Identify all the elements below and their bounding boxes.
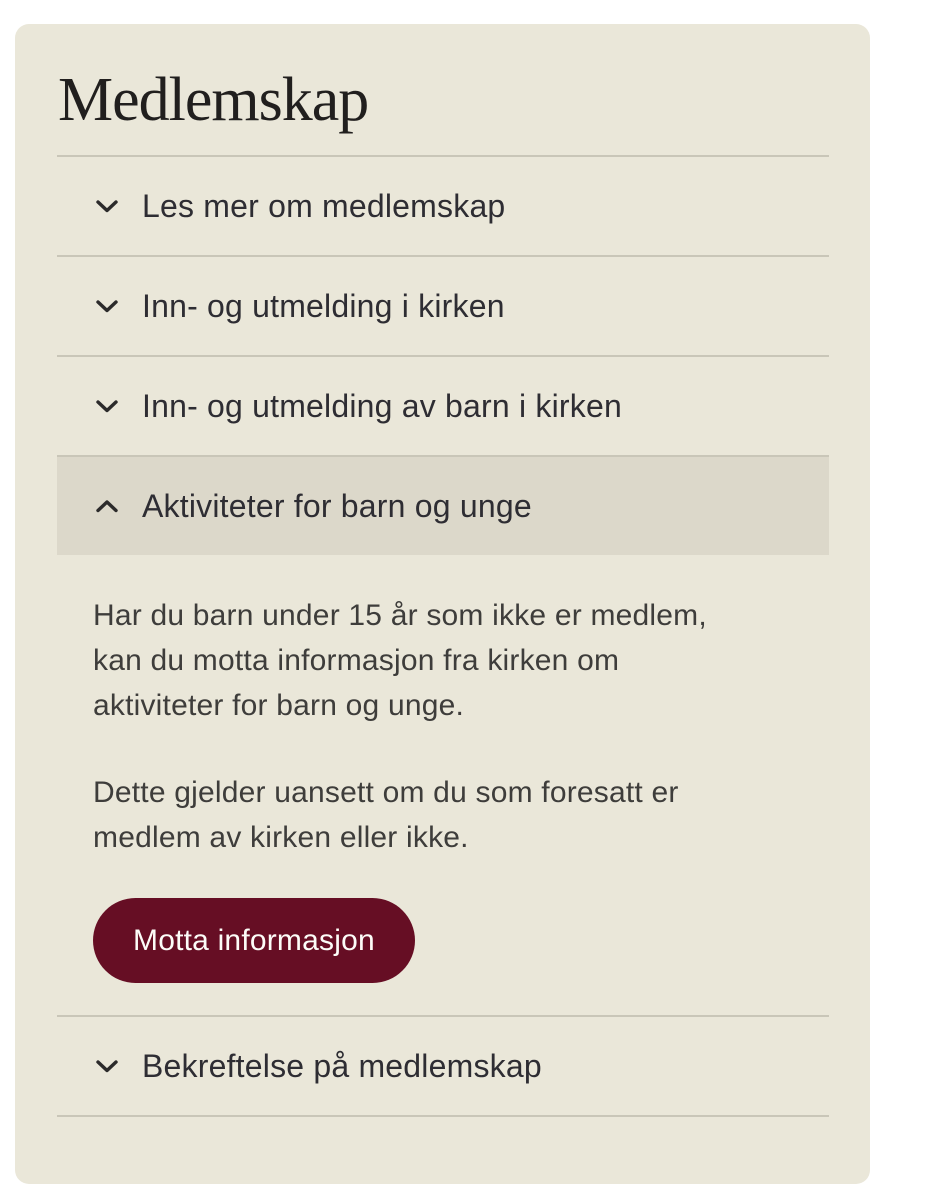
accordion-item-label: Inn- og utmelding av barn i kirken (142, 387, 622, 424)
page-title: Medlemskap (58, 66, 369, 134)
accordion-item-label: Bekreftelse på medlemskap (142, 1047, 542, 1084)
panel-paragraph: Har du barn under 15 år som ikke er medlem, kan du motta informasjon fra kirken om aktiviteter for barn og unge. (93, 599, 707, 722)
panel-paragraph: Dette gjelder uansett om du som foresatt er medlem av kirken eller ikke. (93, 776, 679, 854)
accordion-item-inn-og-utmelding-i-kirken[interactable] (57, 257, 829, 355)
accordion-item-inn-og-utmelding-av-barn[interactable] (57, 357, 829, 455)
accordion-item-aktiviteter-for-barn-og-unge[interactable] (57, 457, 829, 555)
membership-card (15, 24, 870, 1184)
accordion-item-label: Inn- og utmelding i kirken (142, 287, 505, 324)
chevron-down-icon (95, 298, 119, 314)
motta-informasjon-button[interactable]: Motta informasjon (93, 898, 415, 983)
accordion-item-les-mer-om-medlemskap[interactable] (57, 157, 829, 255)
accordion-item-label: Aktiviteter for barn og unge (142, 487, 532, 524)
accordion-item-label: Les mer om medlemskap (142, 187, 506, 224)
accordion-item-bekreftelse-pa-medlemskap[interactable] (57, 1017, 829, 1115)
chevron-up-icon (95, 498, 119, 514)
chevron-down-icon (95, 198, 119, 214)
accordion-panel-aktiviteter (57, 555, 829, 1015)
chevron-down-icon (95, 398, 119, 414)
divider (57, 1115, 829, 1117)
chevron-down-icon (95, 1058, 119, 1074)
